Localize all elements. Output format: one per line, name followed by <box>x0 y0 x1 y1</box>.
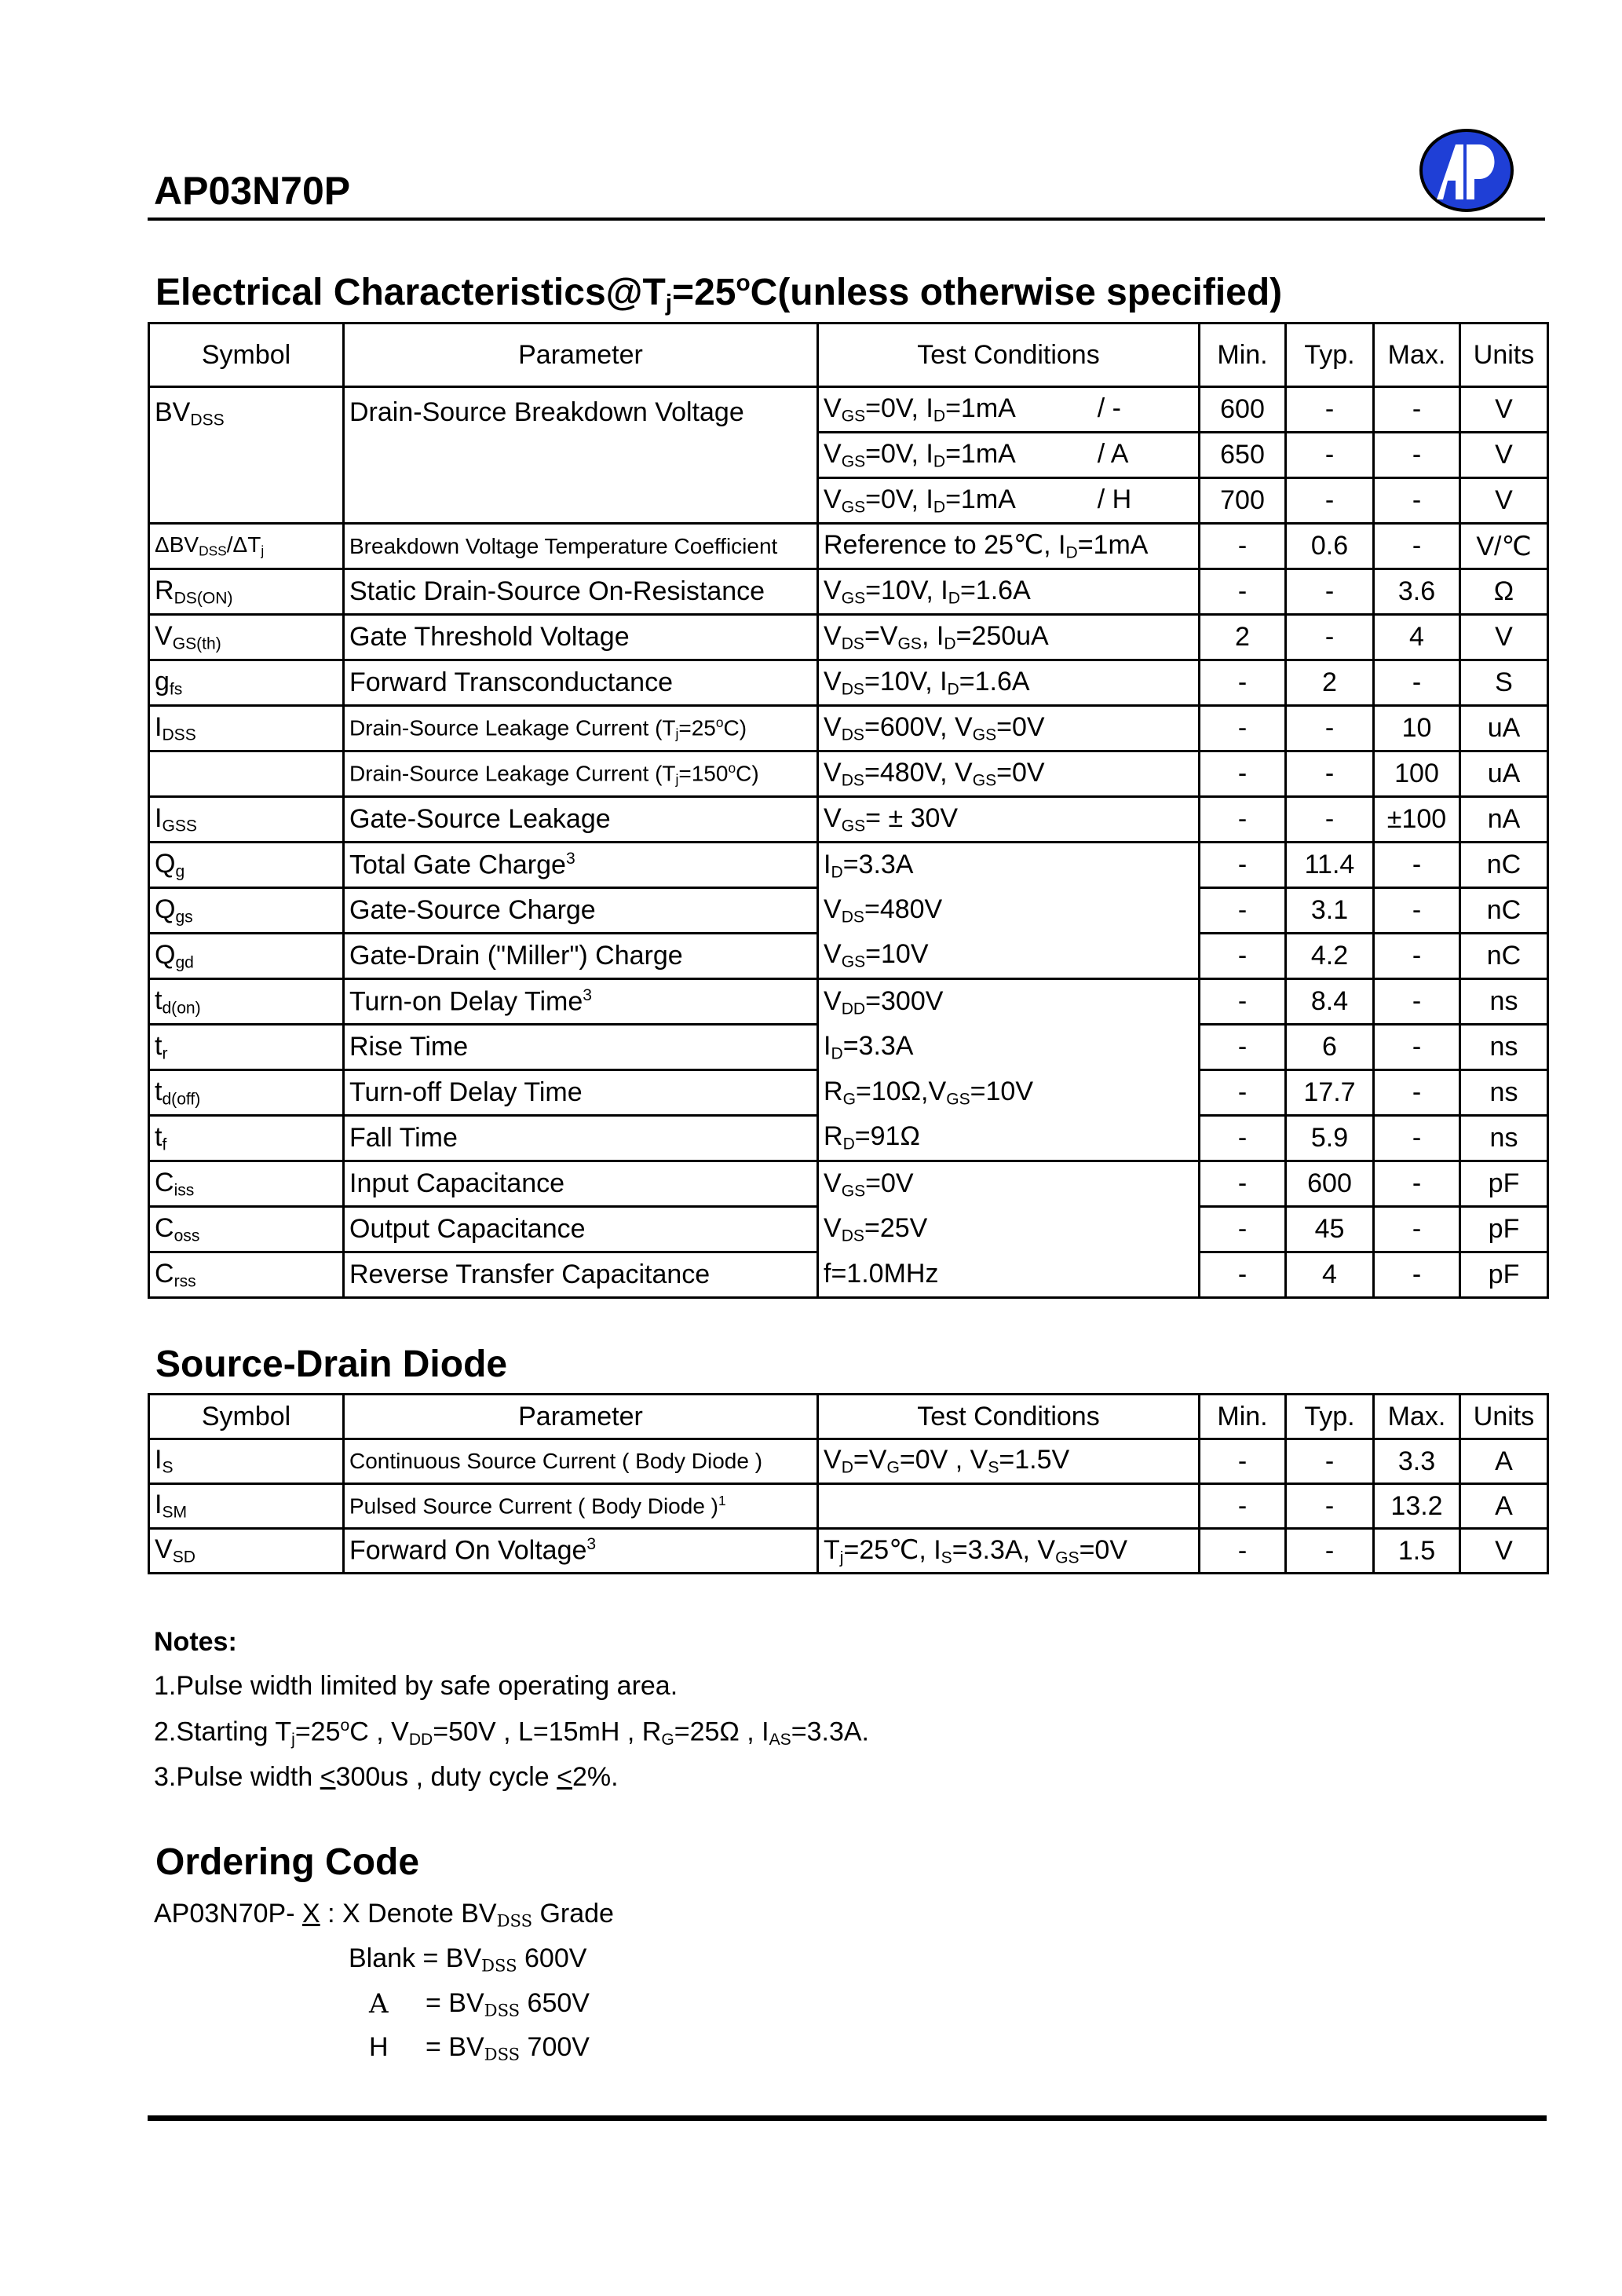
min-cell: - <box>1200 888 1286 934</box>
typ-cell: - <box>1286 387 1374 433</box>
symbol-cell: $I_S$ <box>149 1439 344 1484</box>
typ-cell: 17.7 <box>1286 1070 1374 1116</box>
units-cell: V <box>1460 478 1548 524</box>
parameter-cell: Output Capacitance <box>344 1207 818 1252</box>
min-cell: - <box>1200 1484 1286 1529</box>
typ-cell: - <box>1286 1439 1374 1484</box>
units-cell: V <box>1460 387 1548 433</box>
max-cell: 1.5 <box>1374 1529 1460 1574</box>
units-cell: A <box>1460 1439 1548 1484</box>
min-cell: 650 <box>1200 433 1286 478</box>
units-cell: Ω <box>1460 569 1548 615</box>
ordering-code-line: AP03N70P- X : X Denote BVDSS Grade <box>154 1899 614 1931</box>
table-row <box>149 660 1548 706</box>
header-cell: Symbol <box>149 324 344 387</box>
condition-cell: $V_{GS}=0V$, $I_D=1mA$ / - <box>818 387 1200 433</box>
header-cell: Units <box>1460 1395 1548 1439</box>
typ-cell: 4 <box>1286 1252 1374 1298</box>
condition-cell: $V_{DS}=600V$, $V_{GS}=0V$ <box>818 706 1200 751</box>
min-cell: - <box>1200 1116 1286 1161</box>
table-row <box>149 1529 1548 1574</box>
typ-cell: 8.4 <box>1286 979 1374 1025</box>
min-cell: - <box>1200 1207 1286 1252</box>
parameter-cell: Total Gate Charge$^3$ <box>344 843 818 888</box>
parameter-cell: Static Drain-Source On-Resistance <box>344 569 818 615</box>
max-cell: - <box>1374 1070 1460 1116</box>
units-cell: ns <box>1460 979 1548 1025</box>
ordering-code-title: Ordering Code <box>155 1841 420 1883</box>
table-row <box>149 843 1548 888</box>
max-cell: - <box>1374 1207 1460 1252</box>
min-cell: - <box>1200 1070 1286 1116</box>
max-cell: 100 <box>1374 751 1460 797</box>
units-cell: pF <box>1460 1207 1548 1252</box>
min-cell: 700 <box>1200 478 1286 524</box>
min-cell: - <box>1200 934 1286 979</box>
header-cell: Units <box>1460 324 1548 387</box>
table-row <box>149 1484 1548 1529</box>
table-row <box>149 387 1548 433</box>
symbol-cell: $V_{SD}$ <box>149 1529 344 1574</box>
electrical-characteristics-title: Electrical $Characteristics@T_j=25^oC(unless$ otherwise specified) <box>155 270 1283 316</box>
symbol-cell: $I_{GSS}$ <box>149 797 344 843</box>
typ-cell: 6 <box>1286 1025 1374 1070</box>
ordering-blank-grade: Blank = BVDSS 600V <box>349 1943 587 1976</box>
symbol-cell <box>149 751 344 797</box>
typ-cell: - <box>1286 1529 1374 1574</box>
table-row <box>149 706 1548 751</box>
header-cell: Min. <box>1200 1395 1286 1439</box>
typ-cell: - <box>1286 615 1374 660</box>
symbol-cell: $t_f$ <box>149 1116 344 1161</box>
condition-cell: $R_G=10\Omega,V_{GS}=10V$ <box>818 1070 1200 1116</box>
note-3: 3.Pulse width <300us , duty cycle <2%. <box>154 1762 619 1792</box>
symbol-cell: $Q_{gd}$ <box>149 934 344 979</box>
parameter-cell: Gate-Source Leakage <box>344 797 818 843</box>
typ-cell: - <box>1286 478 1374 524</box>
symbol-cell: $t_{d(off)}$ <box>149 1070 344 1116</box>
table-row <box>149 888 1548 934</box>
symbol-cell: $V_{GS(th)}$ <box>149 615 344 660</box>
footer-rule <box>148 2115 1547 2121</box>
parameter-cell: Fall Time <box>344 1116 818 1161</box>
max-cell: - <box>1374 888 1460 934</box>
source-drain-title: Source-Drain Diode <box>155 1344 508 1385</box>
note-1: 1.Pulse width limited by safe operating area. <box>154 1671 678 1701</box>
ordering-grade-a-value: = BVDSS 650V <box>426 1988 590 2020</box>
units-cell: nC <box>1460 843 1548 888</box>
header-rule <box>148 218 1545 221</box>
min-cell: - <box>1200 706 1286 751</box>
header-cell: Typ. <box>1286 1395 1374 1439</box>
condition-cell: $V_D=V_G=0V$ , $V_S=1.5V$ <box>818 1439 1200 1484</box>
min-cell: - <box>1200 797 1286 843</box>
parameter-cell: Forward On Voltage$^3$ <box>344 1529 818 1574</box>
table-row <box>149 797 1548 843</box>
condition-cell: $V_{GS}=10V$ <box>818 934 1200 979</box>
header-cell: Parameter <box>344 1395 818 1439</box>
parameter-cell: Gate-Drain ("Miller") Charge <box>344 934 818 979</box>
parameter-cell: Drain-Source Leakage Current $(T_j=150^oC)$ <box>344 751 818 797</box>
typ-cell: 600 <box>1286 1161 1374 1207</box>
min-cell: - <box>1200 1161 1286 1207</box>
min-cell: - <box>1200 1252 1286 1298</box>
max-cell: - <box>1374 478 1460 524</box>
parameter-cell: Forward Transconductance <box>344 660 818 706</box>
symbol-cell: $g_{fs}$ <box>149 660 344 706</box>
min-cell: - <box>1200 1529 1286 1574</box>
max-cell: 3.6 <box>1374 569 1460 615</box>
units-cell: uA <box>1460 706 1548 751</box>
header-cell: Min. <box>1200 324 1286 387</box>
symbol-cell: $Q_{gs}$ <box>149 888 344 934</box>
note-2: 2.Starting $T_j=25^oC$ , $V_{DD}=50V$ , L=15mH , $R_G=25\Omega$ , $I_{AS}=3.3A$. <box>154 1717 869 1749</box>
max-cell: ±100 <box>1374 797 1460 843</box>
min-cell: - <box>1200 1025 1286 1070</box>
condition-cell: $R_D=91\Omega$ <box>818 1116 1200 1161</box>
ordering-grade-h-key: H <box>369 2032 389 2062</box>
max-cell: - <box>1374 1252 1460 1298</box>
parameter-cell: Gate-Source Charge <box>344 888 818 934</box>
typ-cell: 3.1 <box>1286 888 1374 934</box>
units-cell: V <box>1460 615 1548 660</box>
parameter-cell: Input Capacitance <box>344 1161 818 1207</box>
table-row <box>149 1161 1548 1207</box>
typ-cell: - <box>1286 569 1374 615</box>
parameter-cell: Gate Threshold Voltage <box>344 615 818 660</box>
typ-cell: 4.2 <box>1286 934 1374 979</box>
table-row <box>149 1439 1548 1484</box>
parameter-cell: Drain-Source Breakdown Voltage <box>344 387 818 524</box>
typ-cell: - <box>1286 433 1374 478</box>
table-row <box>149 615 1548 660</box>
symbol-cell: $C_{oss}$ <box>149 1207 344 1252</box>
min-cell: - <box>1200 569 1286 615</box>
max-cell: 13.2 <box>1374 1484 1460 1529</box>
typ-cell: - <box>1286 1484 1374 1529</box>
header-cell: Typ. <box>1286 324 1374 387</box>
header-cell: Test Conditions <box>818 324 1200 387</box>
table-row <box>149 751 1548 797</box>
table-row <box>149 524 1548 569</box>
condition-cell: f=1.0MHz <box>818 1252 1200 1298</box>
electrical-characteristics-table <box>148 322 1549 1299</box>
min-cell: - <box>1200 843 1286 888</box>
condition-cell: $V_{GS}=0V$, $I_D=1mA$ / H <box>818 478 1200 524</box>
table-row <box>149 979 1548 1025</box>
parameter-cell: Drain-Source Leakage Current $(T_j=25^oC)$ <box>344 706 818 751</box>
min-cell: 2 <box>1200 615 1286 660</box>
part-number-title: AP03N70P <box>154 169 351 213</box>
source-drain-table <box>148 1393 1549 1574</box>
units-cell: V <box>1460 433 1548 478</box>
typ-cell: - <box>1286 797 1374 843</box>
units-cell: pF <box>1460 1252 1548 1298</box>
condition-cell: Reference to 25℃, $I_D=1mA$ <box>818 524 1200 569</box>
table-row <box>149 1252 1548 1298</box>
parameter-cell: Reverse Transfer Capacitance <box>344 1252 818 1298</box>
max-cell: - <box>1374 979 1460 1025</box>
condition-cell: $V_{DS}=480V$ <box>818 888 1200 934</box>
units-cell: nA <box>1460 797 1548 843</box>
ordering-grade-h-value: = BVDSS 700V <box>426 2032 590 2064</box>
max-cell: - <box>1374 1025 1460 1070</box>
table-header-row <box>149 1395 1548 1439</box>
typ-cell: 0.6 <box>1286 524 1374 569</box>
table-row <box>149 1207 1548 1252</box>
parameter-cell: Continuous Source Current ( Body Diode ) <box>344 1439 818 1484</box>
symbol-cell: $Q_g$ <box>149 843 344 888</box>
symbol-cell: $I_{SM}$ <box>149 1484 344 1529</box>
table-row <box>149 1025 1548 1070</box>
units-cell: S <box>1460 660 1548 706</box>
condition-cell <box>818 1484 1200 1529</box>
units-cell: ns <box>1460 1116 1548 1161</box>
max-cell: - <box>1374 433 1460 478</box>
symbol-cell: $BV_{DSS}$ <box>149 387 344 524</box>
units-cell: uA <box>1460 751 1548 797</box>
table-row <box>149 934 1548 979</box>
symbol-cell: $C_{rss}$ <box>149 1252 344 1298</box>
ordering-grade-a-key: A <box>369 1988 389 2020</box>
units-cell: nC <box>1460 934 1548 979</box>
max-cell: 3.3 <box>1374 1439 1460 1484</box>
symbol-cell: $C_{iss}$ <box>149 1161 344 1207</box>
units-cell: A <box>1460 1484 1548 1529</box>
max-cell: - <box>1374 1116 1460 1161</box>
table-row <box>149 1116 1548 1161</box>
min-cell: - <box>1200 524 1286 569</box>
max-cell: - <box>1374 934 1460 979</box>
condition-cell: $V_{DS}=V_{GS}$, $I_D=250uA$ <box>818 615 1200 660</box>
condition-cell: $V_{DD}=300V$ <box>818 979 1200 1025</box>
symbol-cell: $t_r$ <box>149 1025 344 1070</box>
header-cell: Max. <box>1374 1395 1460 1439</box>
max-cell: - <box>1374 843 1460 888</box>
symbol-cell: $t_{d(on)}$ <box>149 979 344 1025</box>
symbol-cell: $R_{DS(ON)}$ <box>149 569 344 615</box>
parameter-cell: Turn-off Delay Time <box>344 1070 818 1116</box>
typ-cell: 11.4 <box>1286 843 1374 888</box>
min-cell: 600 <box>1200 387 1286 433</box>
condition-cell: $V_{GS}=0V$, $I_D=1mA$ / A <box>818 433 1200 478</box>
table-row <box>149 1070 1548 1116</box>
max-cell: - <box>1374 524 1460 569</box>
header-cell: Parameter <box>344 324 818 387</box>
parameter-cell: Rise Time <box>344 1025 818 1070</box>
max-cell: 4 <box>1374 615 1460 660</box>
min-cell: - <box>1200 751 1286 797</box>
table-row <box>149 569 1548 615</box>
units-cell: ns <box>1460 1025 1548 1070</box>
symbol-cell: $\Delta BV_{DSS}/\Delta T_j$ <box>149 524 344 569</box>
condition-cell: $V_{DS}=10V$, $I_D=1.6A$ <box>818 660 1200 706</box>
min-cell: - <box>1200 1439 1286 1484</box>
units-cell: V <box>1460 1529 1548 1574</box>
typ-cell: 5.9 <box>1286 1116 1374 1161</box>
table-header-row <box>149 324 1548 387</box>
min-cell: - <box>1200 660 1286 706</box>
parameter-cell: Turn-on Delay Time$^3$ <box>344 979 818 1025</box>
parameter-cell: Breakdown Voltage Temperature Coefficient <box>344 524 818 569</box>
condition-cell: $I_D=3.3A$ <box>818 843 1200 888</box>
notes-title: Notes: <box>154 1627 237 1657</box>
parameter-cell: Pulsed Source Current ( Body Diode )$^1$ <box>344 1484 818 1529</box>
max-cell: - <box>1374 1161 1460 1207</box>
typ-cell: - <box>1286 706 1374 751</box>
condition-cell: $T_j=25℃$, $I_S=3.3A$, $V_{GS}=0V$ <box>818 1529 1200 1574</box>
units-cell: V/℃ <box>1460 524 1548 569</box>
units-cell: pF <box>1460 1161 1548 1207</box>
condition-cell: $V_{GS}=10V$, $I_D=1.6A$ <box>818 569 1200 615</box>
header-cell: Symbol <box>149 1395 344 1439</box>
condition-cell: $V_{GS}=0V$ <box>818 1161 1200 1207</box>
typ-cell: - <box>1286 751 1374 797</box>
units-cell: nC <box>1460 888 1548 934</box>
header-cell: Max. <box>1374 324 1460 387</box>
max-cell: - <box>1374 660 1460 706</box>
symbol-cell: $I_{DSS}$ <box>149 706 344 751</box>
typ-cell: 45 <box>1286 1207 1374 1252</box>
max-cell: 10 <box>1374 706 1460 751</box>
condition-cell: $V_{GS}= \pm 30V$ <box>818 797 1200 843</box>
condition-cell: $V_{DS}=480V$, $V_{GS}=0V$ <box>818 751 1200 797</box>
max-cell: - <box>1374 387 1460 433</box>
condition-cell: $V_{DS}=25V$ <box>818 1207 1200 1252</box>
condition-cell: $I_D=3.3A$ <box>818 1025 1200 1070</box>
min-cell: - <box>1200 979 1286 1025</box>
header-cell: Test Conditions <box>818 1395 1200 1439</box>
typ-cell: 2 <box>1286 660 1374 706</box>
ap-logo-icon <box>1418 127 1515 214</box>
units-cell: ns <box>1460 1070 1548 1116</box>
